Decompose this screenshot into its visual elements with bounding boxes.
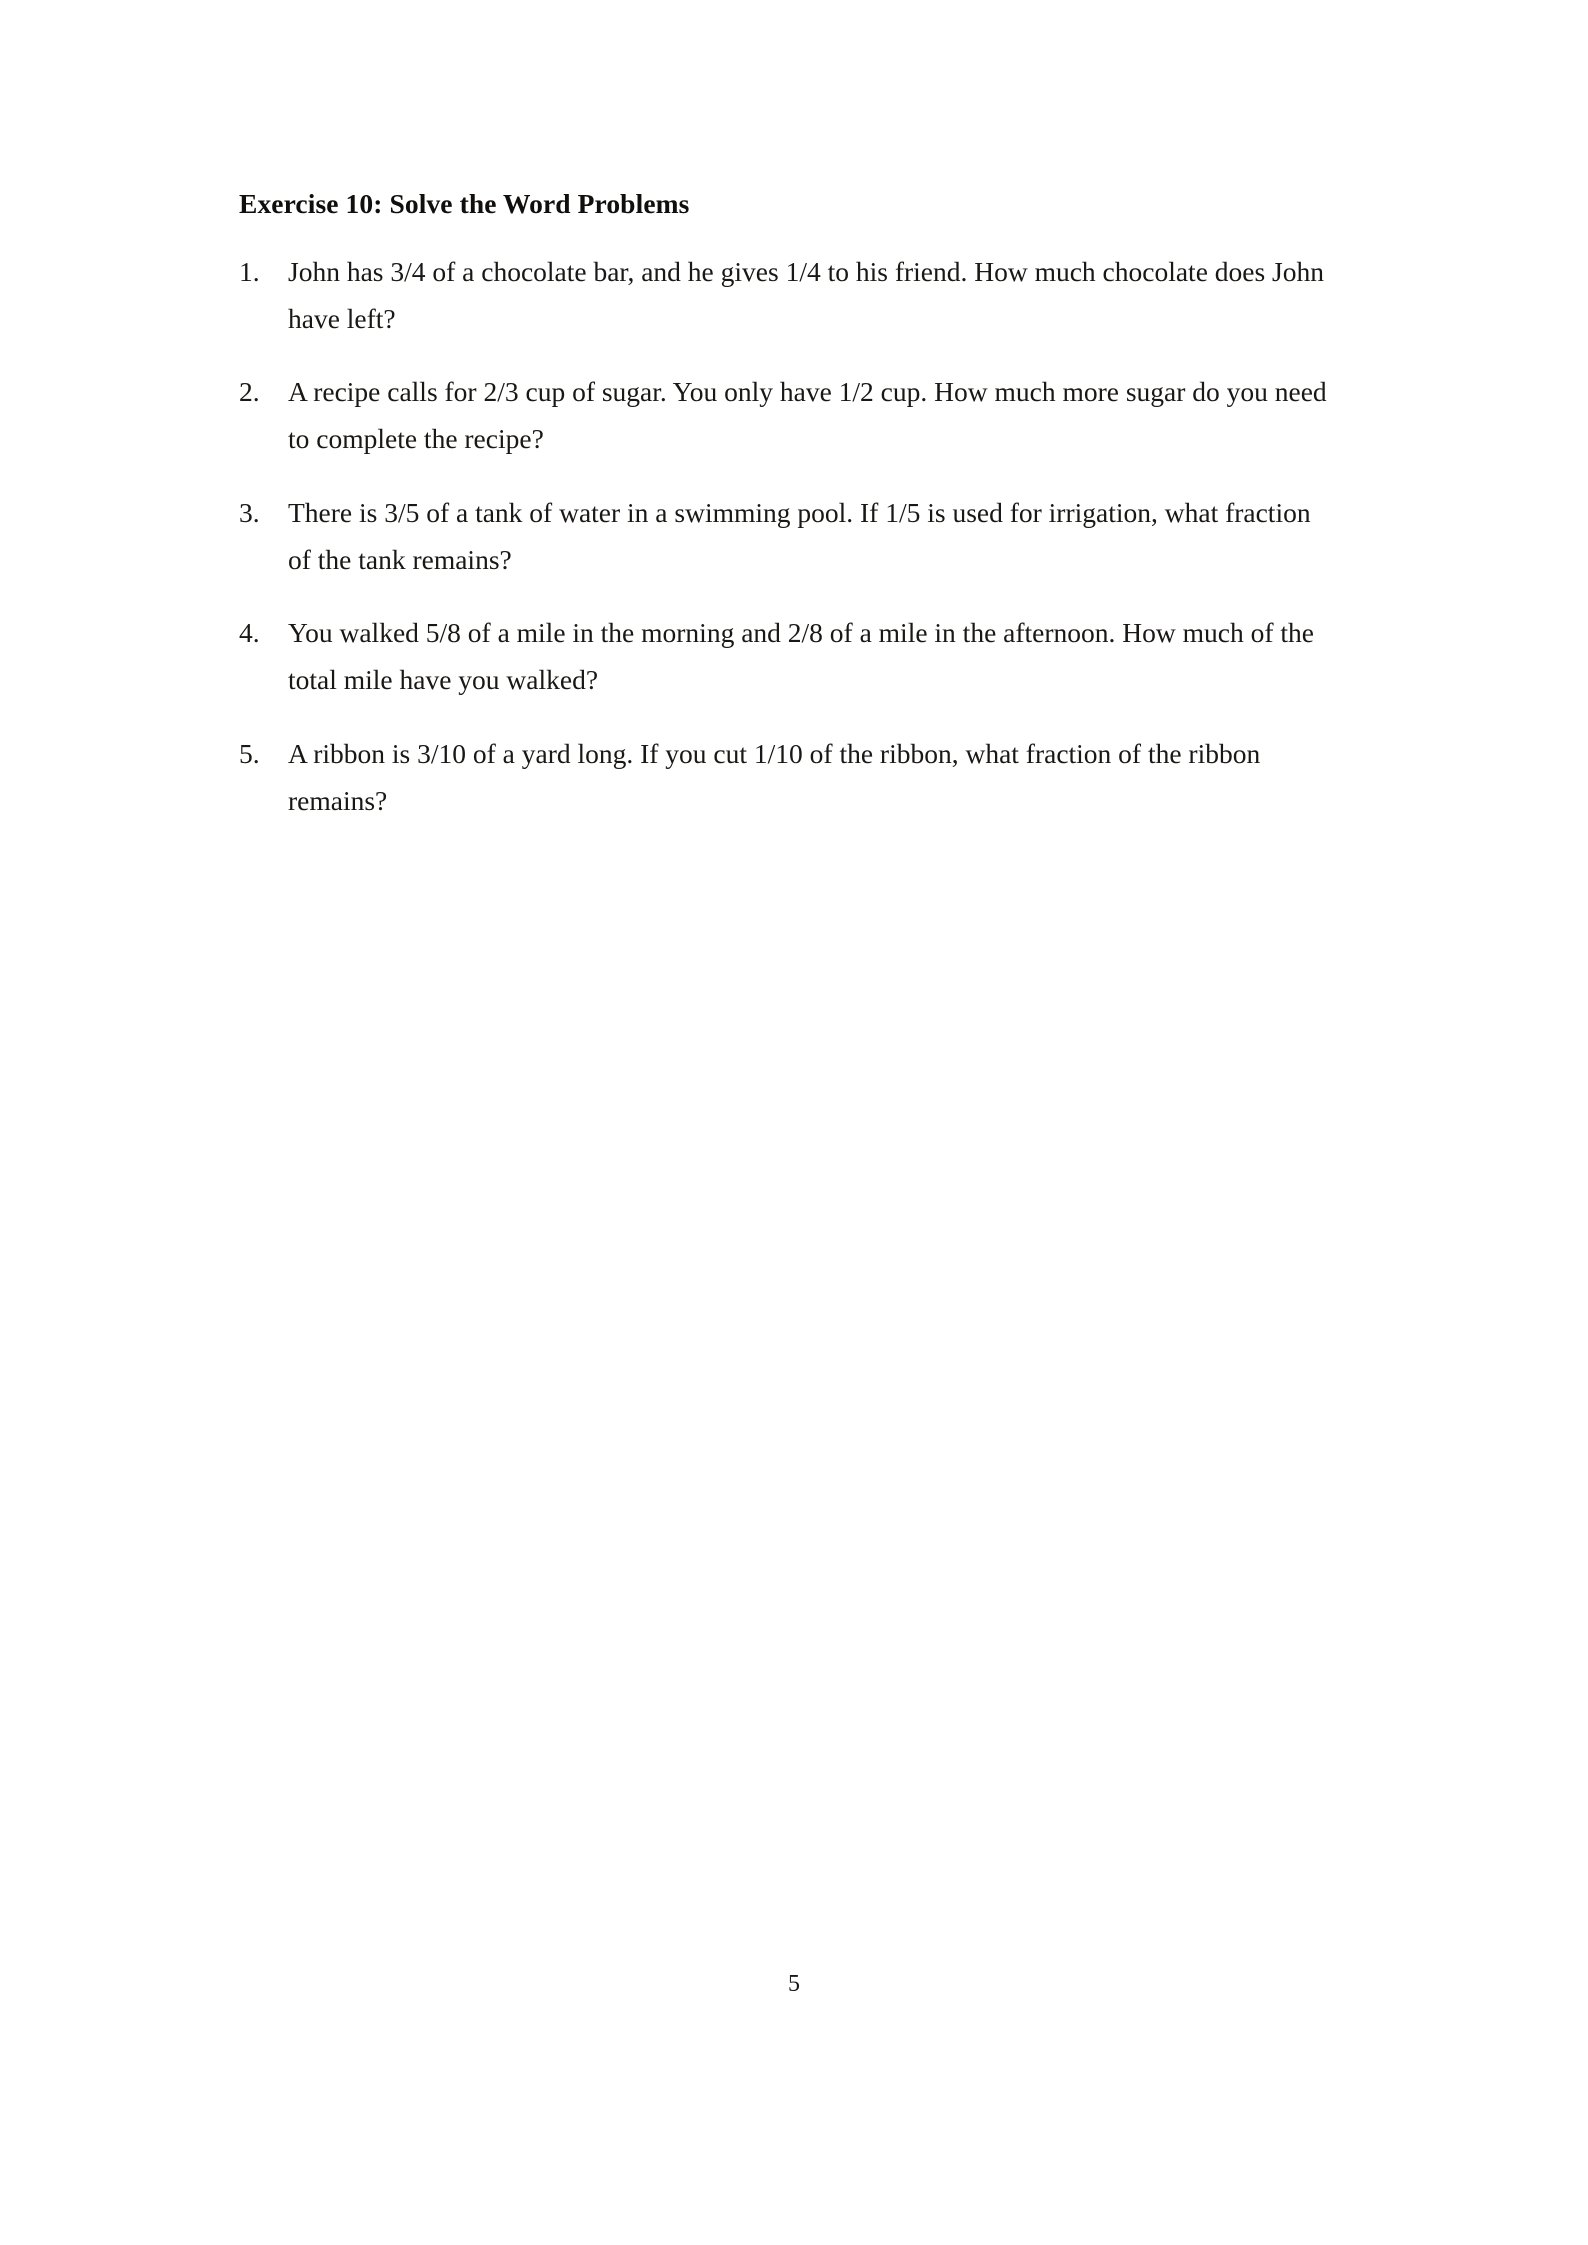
word-problem-list [239, 249, 1337, 825]
list-item-number: 4. [239, 617, 260, 649]
list-item-text: A recipe calls for 2/3 cup of sugar. You only have 1/2 cup. How much more sugar do you need to complete the recipe? [288, 376, 1327, 454]
list-item-number: 1. [239, 255, 260, 287]
list-item [239, 610, 1337, 704]
document-content [239, 186, 1337, 824]
list-item [239, 369, 1337, 463]
page-number-footer: 5 [788, 1971, 800, 1997]
page-title: Exercise 10: Solve the Word Problems [239, 188, 690, 219]
list-item-number: 5. [239, 737, 260, 769]
list-item-text: You walked 5/8 of a mile in the morning and 2/8 of a mile in the afternoon. How much of the total mile have you walked? [288, 617, 1314, 695]
list-item-number: 3. [239, 496, 260, 528]
list-item-text: John has 3/4 of a chocolate bar, and he gives 1/4 to his friend. How much chocolate does John have left? [288, 255, 1325, 334]
list-item-number: 2. [239, 376, 260, 408]
list-item [239, 249, 1337, 343]
list-item [239, 490, 1337, 584]
list-item-text: There is 3/5 of a tank of water in a swimming pool. If 1/5 is used for irrigation, what fraction of the tank remains? [288, 496, 1311, 575]
list-item-text: A ribbon is 3/10 of a yard long. If you cut 1/10 of the ribbon, what fraction of the ribbon remains? [288, 737, 1261, 816]
list-item [239, 731, 1337, 825]
